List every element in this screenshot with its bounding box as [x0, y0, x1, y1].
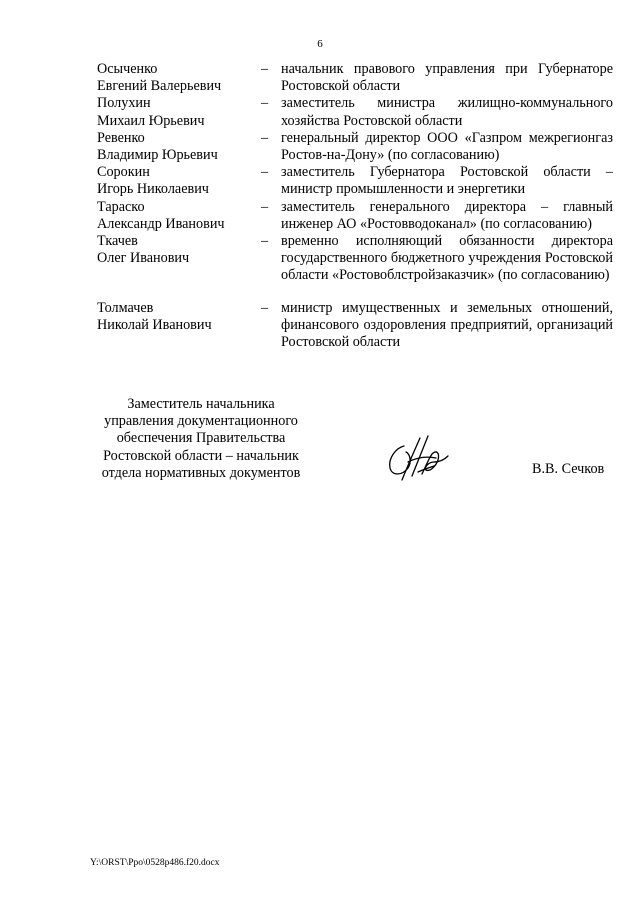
member-surname: Полухин: [97, 95, 151, 112]
signer-name: В.В. Сечков: [532, 461, 605, 477]
member-name: [97, 199, 261, 233]
member-surname: Сорокин: [97, 164, 150, 181]
member-row: [97, 130, 613, 164]
member-name: [97, 300, 261, 352]
member-row: [97, 300, 613, 352]
member-position: временно исполняющий обязанности директора государственного бюджетного учреждения Ростовской области «Ростовоблстройзаказчик» (по согласованию): [281, 233, 613, 284]
member-given-names: Александр Иванович: [97, 215, 225, 232]
member-surname: Толмачев: [97, 299, 154, 316]
signatory-title-line: обеспечения Правительства: [116, 430, 286, 447]
member-given-names: Евгений Валерьевич: [97, 78, 222, 95]
signatory-title-line: отдела нормативных документов: [101, 464, 301, 481]
page-number: 6: [317, 38, 323, 50]
member-given-names: Олег Иванович: [97, 250, 190, 267]
commission-members-list: [97, 61, 613, 351]
member-position: министр имущественных и земельных отношений, финансового оздоровления предприятий, организаций Ростовской области: [281, 299, 613, 351]
member-name: [97, 164, 261, 198]
member-given-names: Михаил Юрьевич: [97, 112, 205, 129]
dash-separator: –: [261, 129, 269, 146]
member-row: [97, 61, 613, 95]
member-position: начальник правового управления при Губернаторе Ростовской области: [281, 61, 613, 95]
member-name: [97, 130, 261, 164]
member-surname: Ревенко: [97, 129, 145, 146]
member-surname: Ткачев: [97, 233, 138, 250]
member-row: [97, 95, 613, 129]
member-given-names: Игорь Николаевич: [97, 181, 209, 198]
signatory-title-line: Заместитель начальника: [127, 396, 275, 412]
member-name: [97, 61, 261, 95]
handwritten-signature: [382, 432, 458, 482]
member-row: [97, 233, 613, 285]
member-surname: Осыченко: [97, 61, 158, 77]
dash-separator: –: [261, 95, 269, 112]
member-position: заместитель министра жилищно-коммунального хозяйства Ростовской области: [281, 95, 613, 129]
dash-separator: –: [261, 61, 269, 77]
member-row: [97, 164, 613, 198]
dash-separator: –: [261, 299, 269, 316]
member-given-names: Николай Иванович: [97, 316, 212, 333]
dash-separator: –: [261, 164, 269, 181]
signatory-title: [86, 396, 316, 482]
signatory-title-line: управления документационного: [104, 413, 298, 430]
member-row: [97, 199, 613, 233]
signatory-title-line: Ростовской области – начальник: [103, 447, 299, 464]
dash-separator: –: [261, 198, 269, 215]
member-name: [97, 233, 261, 285]
member-name: [97, 95, 261, 129]
dash-separator: –: [261, 233, 269, 250]
member-position: заместитель Губернатора Ростовской области – министр промышленности и энергетики: [281, 164, 613, 198]
document-file-path: Y:\ORST\Ppo\0528p486.f20.docx: [90, 858, 220, 868]
member-surname: Тараско: [97, 198, 145, 215]
member-given-names: Владимир Юрьевич: [97, 147, 218, 164]
member-position: заместитель генерального директора – главный инженер АО «Ростовводоканал» (по согласованию): [281, 198, 613, 232]
member-position: генеральный директор ООО «Газпром межрегионгаз Ростов-на-Дону» (по согласованию): [281, 129, 613, 164]
